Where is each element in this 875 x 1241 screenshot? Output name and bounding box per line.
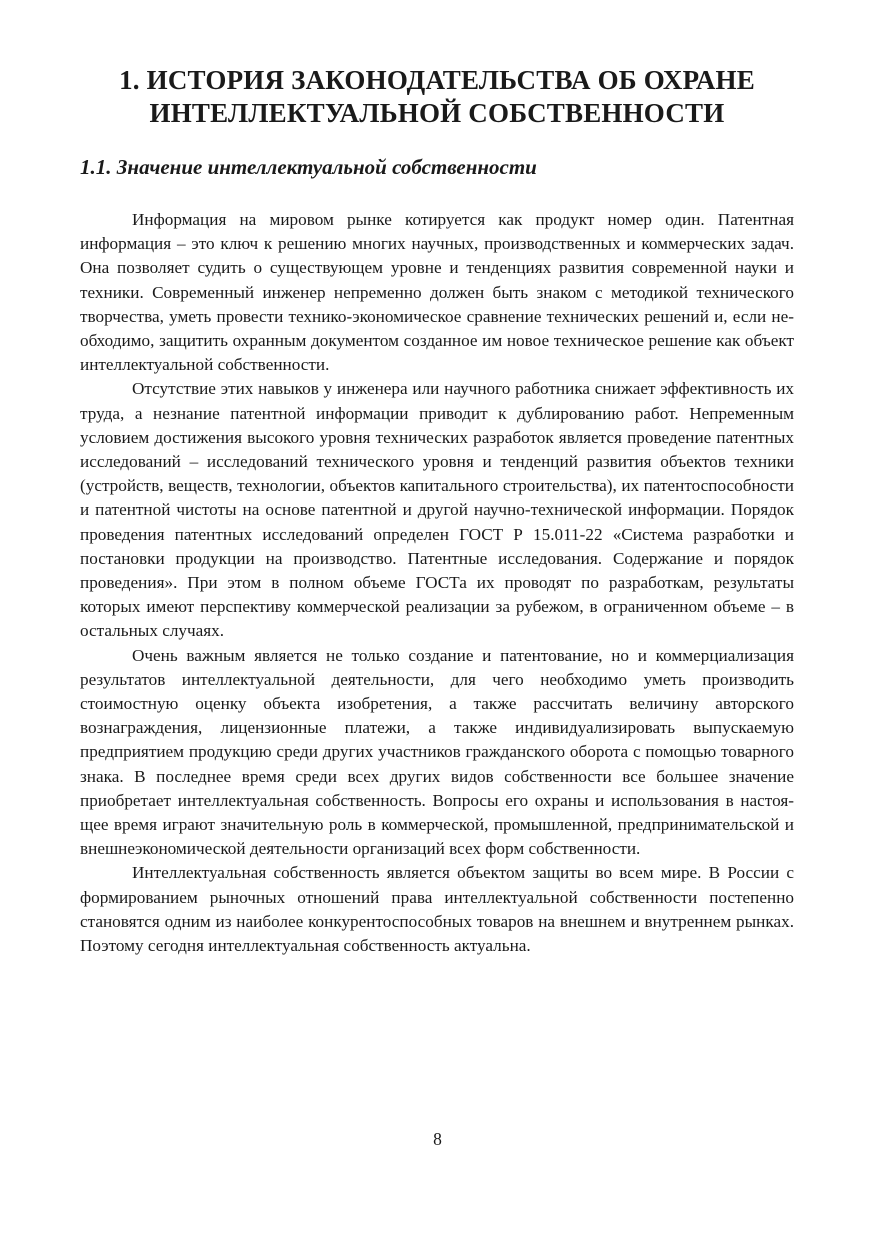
- chapter-title-line-1: 1. ИСТОРИЯ ЗАКОНОДАТЕЛЬСТВА ОБ ОХРАНЕ: [119, 65, 755, 95]
- paragraph-3: Очень важным является не только создание и патентование, но и коммерциализация результатов интеллектуальной деятельности, для чего необходимо уметь производить стоимостную оценку объекта изобретения, а также рассчитать величину авторского вознаграждения, лицензионные платежи, а также индивидуализировать выпускаемую предприятием продукцию среди других участников гражданского оборота с помощью товарного знака. В последнее время среди всех других видов собственности все большее значение приобретает интеллектуальная собственность. Вопросы его охраны и использования в настоящее время играют значительную роль в коммерческой, промышленной, предпринимательской и внешнеэкономической деятельности организаций всех форм собственности.: [80, 645, 794, 859]
- chapter-title-line-2: ИНТЕЛЛЕКТУАЛЬНОЙ СОБСТВЕННОСТИ: [149, 98, 725, 128]
- body-text: [80, 208, 794, 958]
- paragraph-2: Отсутствие этих навыков у инженера или научного работника снижает эффективность их труда, а незнание патентной информации приводит к дублированию работ. Непременным условием достижения высокого уровня технических разработок является проведение патентных исследований – исследований технического уровня и тенденций развития объектов техники (устройств, веществ, технологии, объектов капитального строительства), их патентоспособности и патентной чистоты на основе патентной и другой научно-технической информации. Порядок проведения патентных исследований определен ГОСТ Р 15.011-22 «Система разработки и постановки продукции на производство. Патентные исследования. Содержание и порядок проведения». При этом в полном объеме ГОСТа их проводят по разработкам, результаты которых имеют перспективу коммерческой реализации за рубежом, в ограниченном объеме – в остальных случаях.: [80, 379, 794, 641]
- section-title: 1.1. Значение интеллектуальной собственности: [80, 155, 537, 179]
- paragraph-1: Информация на мировом рынке котируется как продукт номер один. Патентная информация – это ключ к решению многих научных, производственных и коммерческих задач. Она позволяет судить о существующем уровне и тенденциях развития современной науки и техники. Современный инженер непременно должен быть знаком с методикой технического творчества, уметь провести технико-экономическое сравнение технических решений и, если необходимо, защитить охранным документом созданное им новое техническое решение как объект интеллектуальной собственности.: [80, 210, 794, 375]
- chapter-title: [80, 64, 794, 130]
- page-number: 8: [433, 1129, 442, 1149]
- paragraph-4: Интеллектуальная собственность является объектом защиты во всем мире. В России с формированием рыночных отношений права интеллектуальной собственности постепенно становятся одним из наиболее конкурентоспособных товаров на внешнем и внутреннем рынках. Поэтому сегодня интеллектуальная собственность актуальна.: [80, 863, 794, 956]
- page-content: [80, 64, 794, 958]
